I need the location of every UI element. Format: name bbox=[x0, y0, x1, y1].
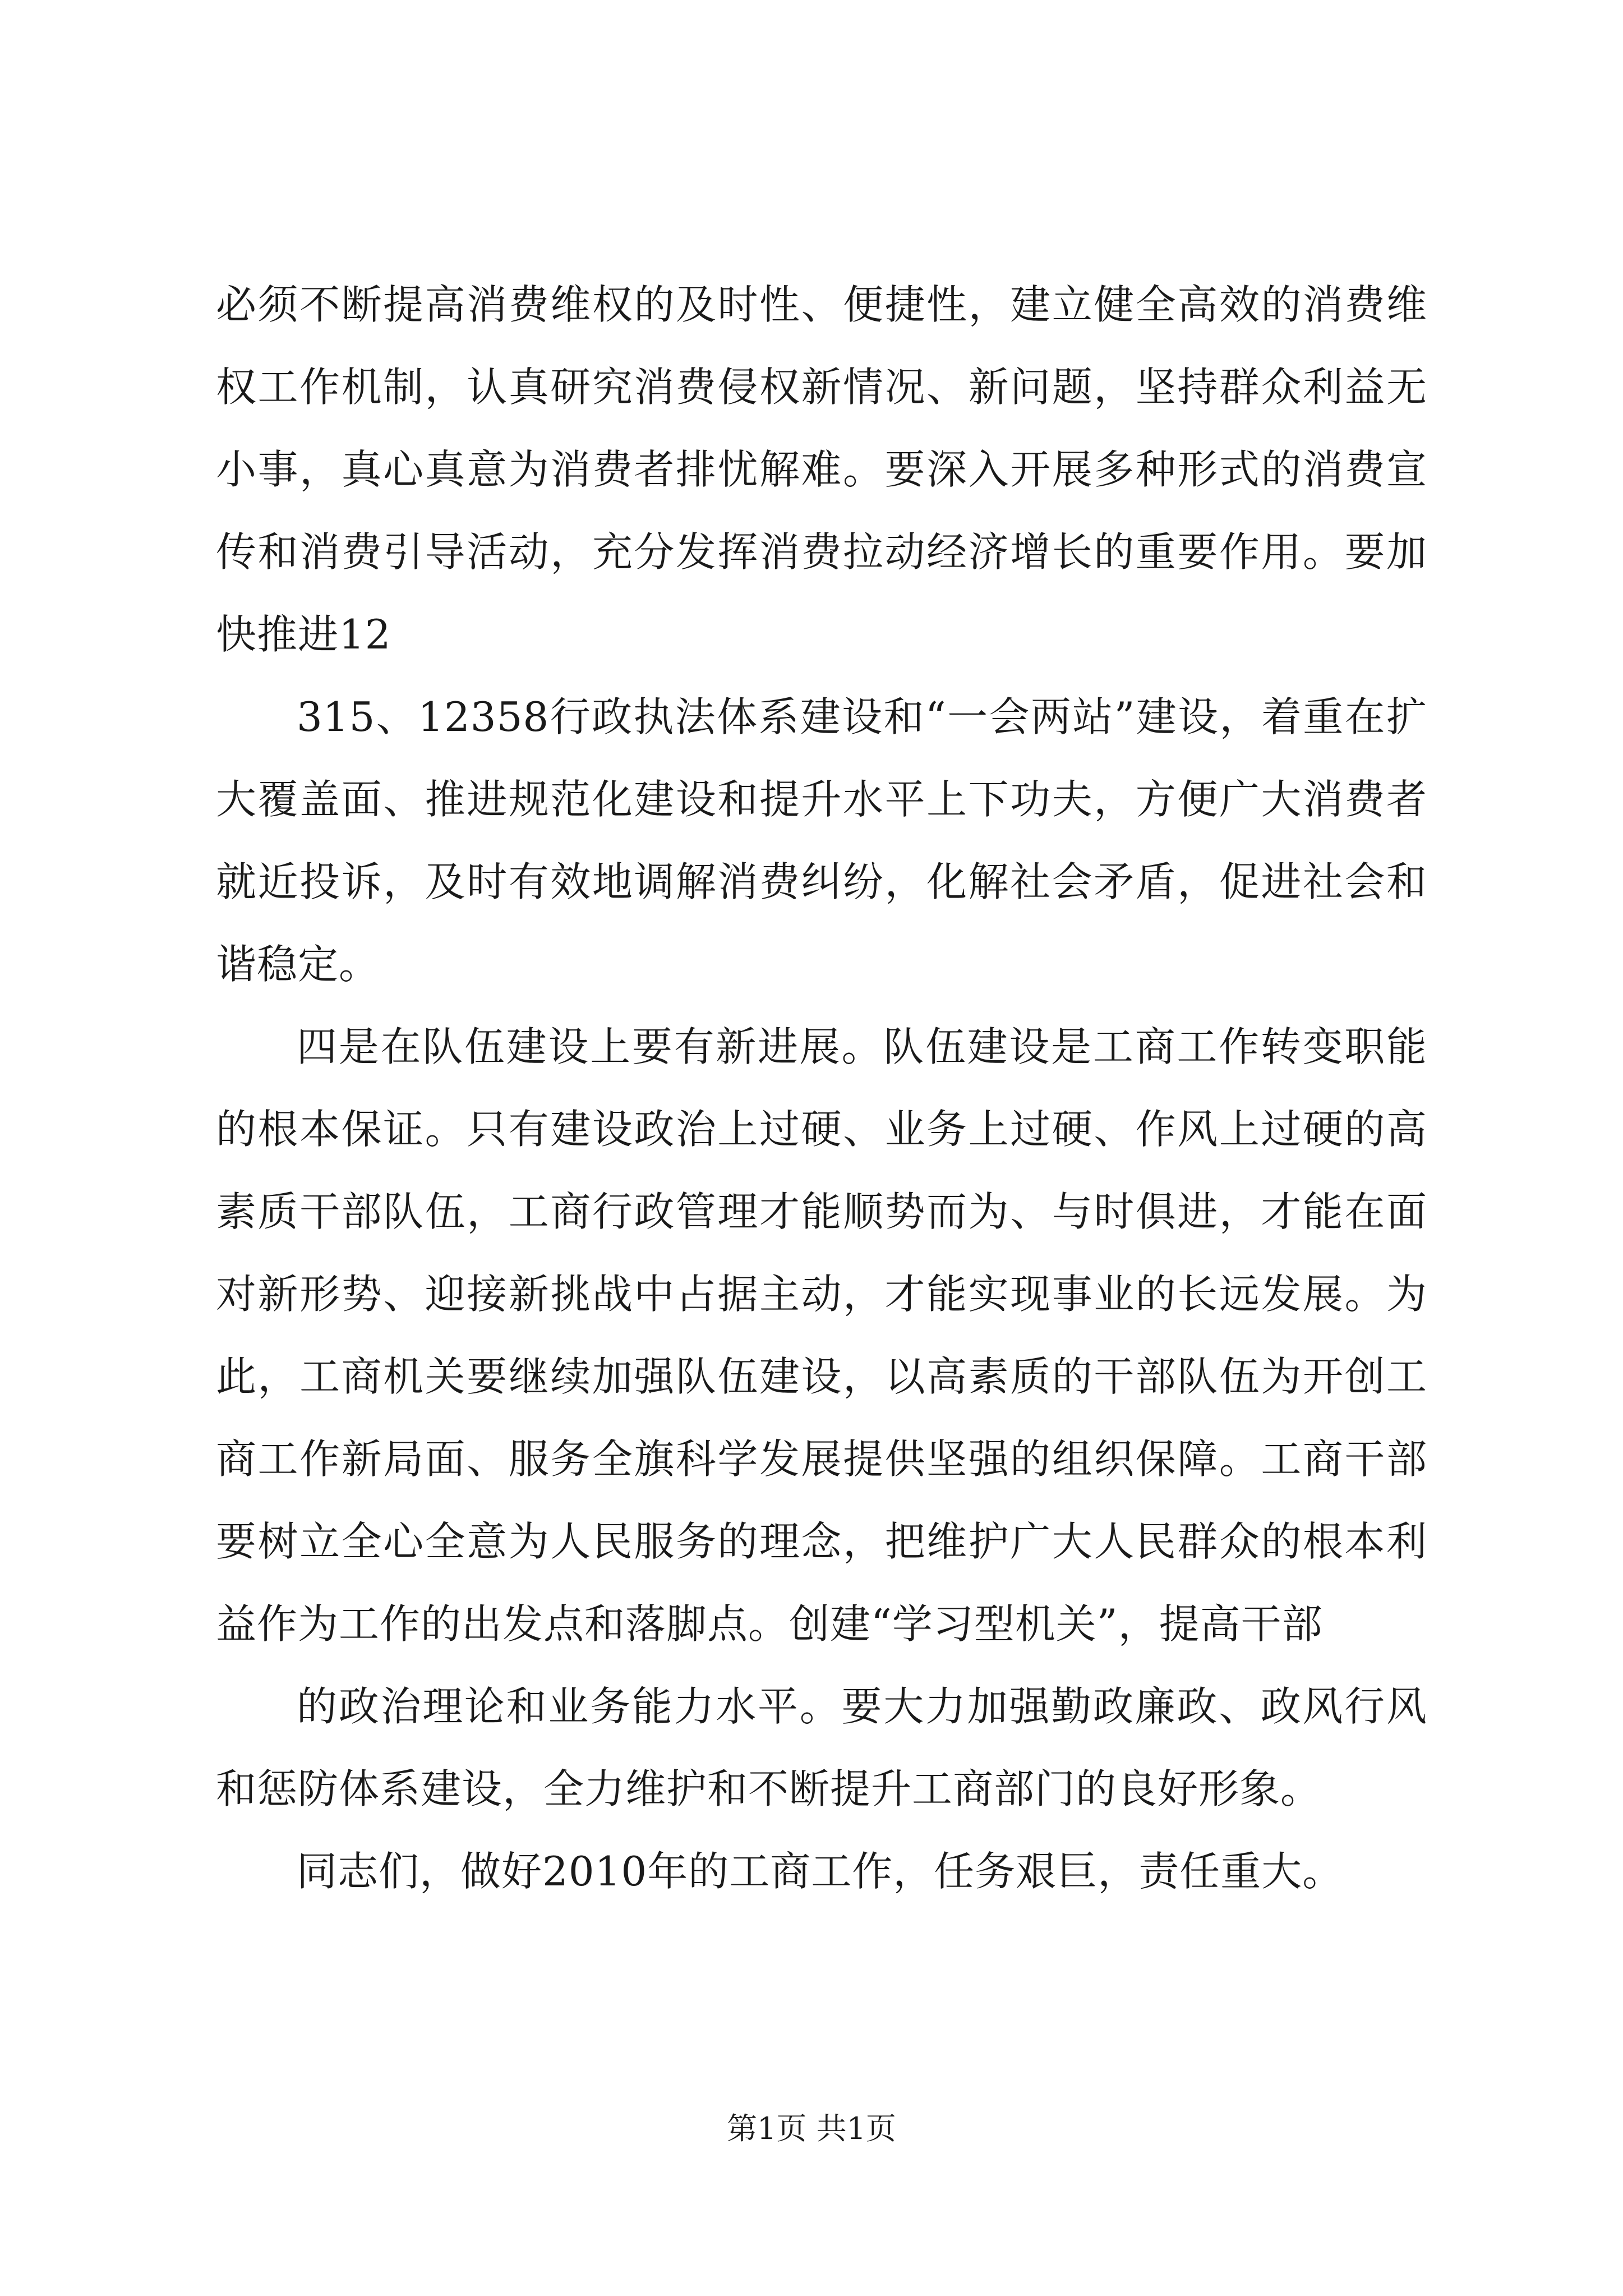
paragraph-3: 四是在队伍建设上要有新进展。队伍建设是工商工作转变职能的根本保证。只有建设政治上过硬、业务上过硬、作风上过硬的高素质干部队伍，工商行政管理才能顺势而为、与时俱进，才能在面对新形势、迎接新挑战中占据主动，才能实现事业的长远发展。为此，工商机关要继续加强队伍建设，以高素质的干部队伍为开创工商工作新局面、服务全旗科学发展提供坚强的组织保障。工商干部要树立全心全意为人民服务的理念，把维护广大人民群众的根本利益作为工作的出发点和落脚点。创建“学习型机关”，提高干部 bbox=[216, 1023, 1427, 1648]
paragraph-2: 315、12358行政执法体系建设和“一会两站”建设，着重在扩大覆盖面、推进规范化建设和提升水平上下功夫，方便广大消费者就近投诉，及时有效地调解消费纠纷，化解社会矛盾，促进社会和谐稳定。 bbox=[216, 693, 1427, 988]
paragraph-5: 同志们，做好2010年的工商工作，任务艰巨，责任重大。 bbox=[297, 1848, 1344, 1895]
page-footer: 第1页 共1页 bbox=[727, 2111, 896, 2146]
paragraph-4: 的政治理论和业务能力水平。要大力加强勤政廉政、政风行风和惩防体系建设，全力维护和不断提升工商部门的良好形象。 bbox=[216, 1683, 1427, 1812]
paragraph-1: 必须不断提高消费维权的及时性、便捷性，建立健全高效的消费维权工作机制，认真研究消费侵权新情况、新问题，坚持群众利益无小事，真心真意为消费者排忧解难。要深入开展多种形式的消费宣传和消费引导活动，充分发挥消费拉动经济增长的重要作用。要加快推进12 bbox=[216, 281, 1427, 658]
body-text bbox=[216, 264, 1427, 1913]
